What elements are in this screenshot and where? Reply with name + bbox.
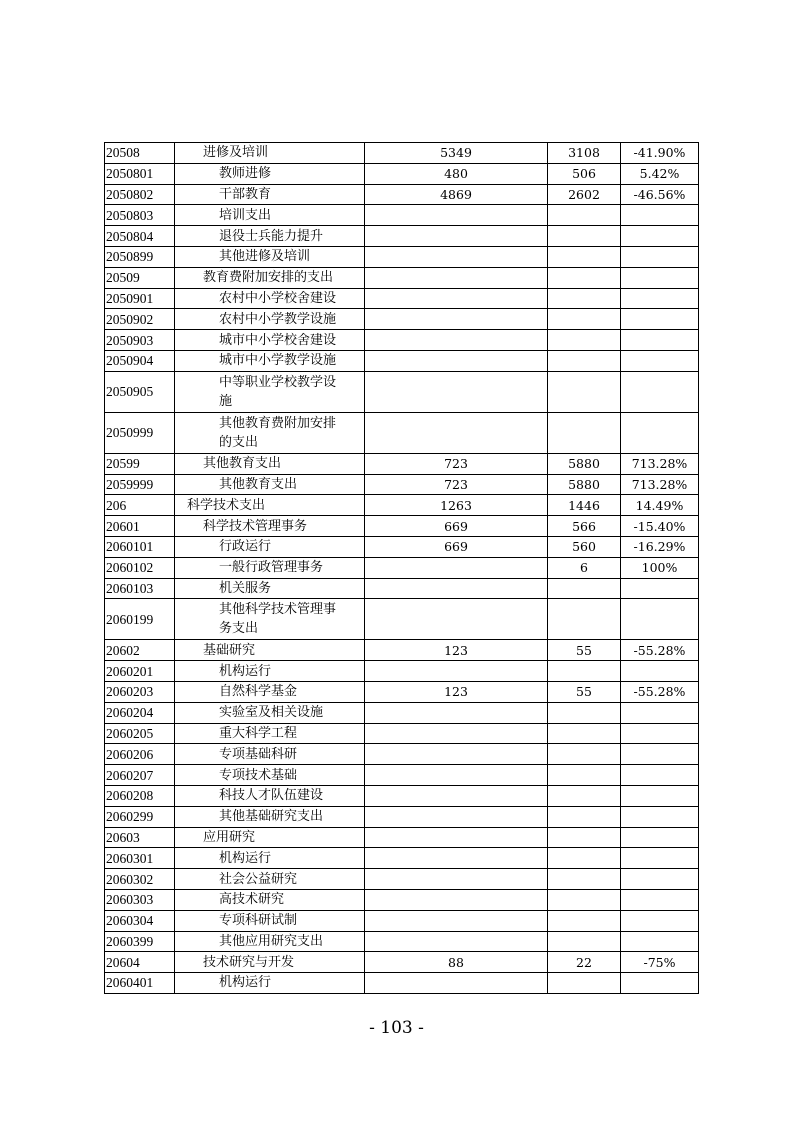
table-row <box>105 869 699 890</box>
subject-code-cell: 2060206 <box>105 744 175 765</box>
prior-amount-cell: 123 <box>365 681 548 702</box>
table-row <box>105 474 699 495</box>
subject-name-cell: 一般行政管理事务 <box>175 557 365 578</box>
current-amount-cell <box>548 785 621 806</box>
current-amount-cell: 566 <box>548 516 621 537</box>
current-amount-cell <box>548 599 621 640</box>
change-percent-cell: 100% <box>621 557 699 578</box>
change-percent-cell <box>621 246 699 267</box>
prior-amount-cell <box>365 350 548 371</box>
prior-amount-cell <box>365 288 548 309</box>
subject-code-cell: 20603 <box>105 827 175 848</box>
subject-name-cell: 专项技术基础 <box>175 765 365 786</box>
subject-name-cell: 基础研究 <box>175 640 365 661</box>
current-amount-cell <box>548 661 621 682</box>
table-row <box>105 557 699 578</box>
prior-amount-cell <box>365 785 548 806</box>
prior-amount-cell <box>365 744 548 765</box>
change-percent-cell <box>621 226 699 247</box>
subject-code-cell: 2060401 <box>105 973 175 994</box>
change-percent-cell: -41.90% <box>621 143 699 164</box>
current-amount-cell <box>548 806 621 827</box>
subject-code-cell: 2060102 <box>105 557 175 578</box>
table-row <box>105 184 699 205</box>
current-amount-cell: 22 <box>548 952 621 973</box>
prior-amount-cell <box>365 702 548 723</box>
subject-code-cell: 2050905 <box>105 371 175 412</box>
subject-name-cell: 专项科研试制 <box>175 910 365 931</box>
change-percent-cell <box>621 371 699 412</box>
subject-code-cell: 2050903 <box>105 330 175 351</box>
subject-name-cell: 其他教育支出 <box>175 474 365 495</box>
prior-amount-cell: 5349 <box>365 143 548 164</box>
subject-name-cell: 培训支出 <box>175 205 365 226</box>
subject-code-cell: 20602 <box>105 640 175 661</box>
subject-name-cell: 农村中小学校舍建设 <box>175 288 365 309</box>
subject-name-cell: 进修及培训 <box>175 143 365 164</box>
subject-code-cell: 2050804 <box>105 226 175 247</box>
change-percent-cell <box>621 931 699 952</box>
change-percent-cell <box>621 267 699 288</box>
current-amount-cell: 5880 <box>548 453 621 474</box>
prior-amount-cell <box>365 723 548 744</box>
prior-amount-cell: 88 <box>365 952 548 973</box>
change-percent-cell: 713.28% <box>621 474 699 495</box>
current-amount-cell <box>548 267 621 288</box>
subject-code-cell: 206 <box>105 495 175 516</box>
current-amount-cell: 3108 <box>548 143 621 164</box>
table-row <box>105 578 699 599</box>
change-percent-cell: -55.28% <box>621 681 699 702</box>
subject-code-cell: 2060103 <box>105 578 175 599</box>
subject-code-cell: 2060399 <box>105 931 175 952</box>
table-row <box>105 973 699 994</box>
subject-code-cell: 2060207 <box>105 765 175 786</box>
current-amount-cell <box>548 723 621 744</box>
prior-amount-cell <box>365 973 548 994</box>
current-amount-cell <box>548 226 621 247</box>
change-percent-cell <box>621 744 699 765</box>
subject-code-cell: 20509 <box>105 267 175 288</box>
subject-name-cell: 机构运行 <box>175 973 365 994</box>
change-percent-cell: 713.28% <box>621 453 699 474</box>
prior-amount-cell <box>365 599 548 640</box>
subject-name-cell: 其他教育支出 <box>175 453 365 474</box>
table-row <box>105 246 699 267</box>
table-row <box>105 143 699 164</box>
subject-code-cell: 2060302 <box>105 869 175 890</box>
subject-code-cell: 2050999 <box>105 412 175 453</box>
change-percent-cell <box>621 330 699 351</box>
subject-name-cell: 自然科学基金 <box>175 681 365 702</box>
table-row <box>105 640 699 661</box>
change-percent-cell <box>621 599 699 640</box>
subject-name-cell: 机构运行 <box>175 661 365 682</box>
table-row <box>105 412 699 453</box>
table-row <box>105 931 699 952</box>
subject-name-cell: 其他进修及培训 <box>175 246 365 267</box>
table-row <box>105 453 699 474</box>
prior-amount-cell: 4869 <box>365 184 548 205</box>
current-amount-cell: 55 <box>548 640 621 661</box>
current-amount-cell <box>548 765 621 786</box>
change-percent-cell <box>621 910 699 931</box>
prior-amount-cell: 1263 <box>365 495 548 516</box>
subject-name-cell: 机构运行 <box>175 848 365 869</box>
subject-name-cell: 重大科学工程 <box>175 723 365 744</box>
table-row <box>105 205 699 226</box>
table-row <box>105 702 699 723</box>
subject-name-cell: 教师进修 <box>175 163 365 184</box>
change-percent-cell <box>621 785 699 806</box>
subject-code-cell: 2050904 <box>105 350 175 371</box>
change-percent-cell: -75% <box>621 952 699 973</box>
table-row <box>105 681 699 702</box>
change-percent-cell <box>621 973 699 994</box>
current-amount-cell: 2602 <box>548 184 621 205</box>
prior-amount-cell: 723 <box>365 474 548 495</box>
prior-amount-cell: 669 <box>365 516 548 537</box>
subject-name-cell: 城市中小学教学设施 <box>175 350 365 371</box>
change-percent-cell: -16.29% <box>621 536 699 557</box>
subject-name-cell: 机关服务 <box>175 578 365 599</box>
current-amount-cell <box>548 246 621 267</box>
prior-amount-cell <box>365 226 548 247</box>
prior-amount-cell <box>365 371 548 412</box>
subject-code-cell: 2060208 <box>105 785 175 806</box>
current-amount-cell <box>548 973 621 994</box>
subject-code-cell: 2059999 <box>105 474 175 495</box>
prior-amount-cell: 669 <box>365 536 548 557</box>
table-row <box>105 288 699 309</box>
current-amount-cell: 560 <box>548 536 621 557</box>
change-percent-cell <box>621 288 699 309</box>
change-percent-cell <box>621 869 699 890</box>
prior-amount-cell: 123 <box>365 640 548 661</box>
prior-amount-cell <box>365 827 548 848</box>
change-percent-cell: -15.40% <box>621 516 699 537</box>
prior-amount-cell <box>365 931 548 952</box>
subject-name-cell: 技术研究与开发 <box>175 952 365 973</box>
table-row <box>105 952 699 973</box>
table-row <box>105 516 699 537</box>
table-row <box>105 330 699 351</box>
change-percent-cell <box>621 661 699 682</box>
table-row <box>105 827 699 848</box>
change-percent-cell <box>621 578 699 599</box>
current-amount-cell: 1446 <box>548 495 621 516</box>
current-amount-cell: 6 <box>548 557 621 578</box>
current-amount-cell <box>548 931 621 952</box>
change-percent-cell <box>621 205 699 226</box>
prior-amount-cell <box>365 557 548 578</box>
subject-code-cell: 2060201 <box>105 661 175 682</box>
page-number: - 103 - <box>369 1018 424 1038</box>
subject-name-cell: 中等职业学校教学设施 <box>175 371 365 412</box>
current-amount-cell: 55 <box>548 681 621 702</box>
table-row <box>105 536 699 557</box>
subject-code-cell: 2060299 <box>105 806 175 827</box>
table-row <box>105 765 699 786</box>
table-row <box>105 309 699 330</box>
current-amount-cell <box>548 848 621 869</box>
subject-name-cell: 科技人才队伍建设 <box>175 785 365 806</box>
subject-code-cell: 2060204 <box>105 702 175 723</box>
subject-name-cell: 科学技术管理事务 <box>175 516 365 537</box>
current-amount-cell <box>548 702 621 723</box>
subject-code-cell: 2060199 <box>105 599 175 640</box>
change-percent-cell <box>621 350 699 371</box>
table-row <box>105 350 699 371</box>
change-percent-cell <box>621 806 699 827</box>
prior-amount-cell <box>365 661 548 682</box>
subject-code-cell: 2060205 <box>105 723 175 744</box>
subject-code-cell: 2060101 <box>105 536 175 557</box>
subject-code-cell: 20508 <box>105 143 175 164</box>
current-amount-cell <box>548 744 621 765</box>
table-row <box>105 848 699 869</box>
table-row <box>105 910 699 931</box>
subject-name-cell: 科学技术支出 <box>175 495 365 516</box>
subject-name-cell: 其他科学技术管理事务支出 <box>175 599 365 640</box>
subject-name-cell: 退役士兵能力提升 <box>175 226 365 247</box>
table-row <box>105 785 699 806</box>
current-amount-cell <box>548 309 621 330</box>
subject-name-cell: 高技术研究 <box>175 889 365 910</box>
table-row <box>105 226 699 247</box>
prior-amount-cell <box>365 848 548 869</box>
subject-code-cell: 2050901 <box>105 288 175 309</box>
subject-code-cell: 2050899 <box>105 246 175 267</box>
change-percent-cell: -46.56% <box>621 184 699 205</box>
subject-code-cell: 2060301 <box>105 848 175 869</box>
change-percent-cell <box>621 702 699 723</box>
change-percent-cell: 5.42% <box>621 163 699 184</box>
table-row <box>105 723 699 744</box>
current-amount-cell: 506 <box>548 163 621 184</box>
subject-code-cell: 20604 <box>105 952 175 973</box>
prior-amount-cell <box>365 806 548 827</box>
budget-table-body <box>105 143 699 994</box>
current-amount-cell <box>548 869 621 890</box>
table-row <box>105 661 699 682</box>
change-percent-cell <box>621 889 699 910</box>
current-amount-cell <box>548 371 621 412</box>
current-amount-cell <box>548 827 621 848</box>
subject-name-cell: 社会公益研究 <box>175 869 365 890</box>
prior-amount-cell <box>365 205 548 226</box>
prior-amount-cell <box>365 889 548 910</box>
change-percent-cell <box>621 848 699 869</box>
prior-amount-cell <box>365 412 548 453</box>
change-percent-cell <box>621 723 699 744</box>
subject-name-cell: 行政运行 <box>175 536 365 557</box>
table-row <box>105 267 699 288</box>
subject-name-cell: 城市中小学校舍建设 <box>175 330 365 351</box>
table-row <box>105 495 699 516</box>
current-amount-cell <box>548 350 621 371</box>
change-percent-cell <box>621 412 699 453</box>
current-amount-cell <box>548 578 621 599</box>
current-amount-cell <box>548 288 621 309</box>
subject-name-cell: 干部教育 <box>175 184 365 205</box>
current-amount-cell <box>548 330 621 351</box>
current-amount-cell <box>548 889 621 910</box>
subject-code-cell: 2050803 <box>105 205 175 226</box>
table-row <box>105 744 699 765</box>
prior-amount-cell <box>365 267 548 288</box>
table-row <box>105 371 699 412</box>
current-amount-cell <box>548 910 621 931</box>
subject-code-cell: 2060203 <box>105 681 175 702</box>
subject-code-cell: 20601 <box>105 516 175 537</box>
prior-amount-cell <box>365 765 548 786</box>
current-amount-cell <box>548 205 621 226</box>
prior-amount-cell: 480 <box>365 163 548 184</box>
subject-code-cell: 2050801 <box>105 163 175 184</box>
subject-code-cell: 20599 <box>105 453 175 474</box>
subject-name-cell: 教育费附加安排的支出 <box>175 267 365 288</box>
budget-table <box>104 142 699 994</box>
table-row <box>105 889 699 910</box>
change-percent-cell: 14.49% <box>621 495 699 516</box>
subject-name-cell: 农村中小学教学设施 <box>175 309 365 330</box>
change-percent-cell <box>621 765 699 786</box>
subject-name-cell: 其他教育费附加安排的支出 <box>175 412 365 453</box>
prior-amount-cell <box>365 330 548 351</box>
subject-code-cell: 2060303 <box>105 889 175 910</box>
change-percent-cell <box>621 827 699 848</box>
current-amount-cell <box>548 412 621 453</box>
table-row <box>105 163 699 184</box>
current-amount-cell: 5880 <box>548 474 621 495</box>
prior-amount-cell <box>365 578 548 599</box>
prior-amount-cell <box>365 910 548 931</box>
subject-name-cell: 实验室及相关设施 <box>175 702 365 723</box>
table-row <box>105 599 699 640</box>
change-percent-cell: -55.28% <box>621 640 699 661</box>
prior-amount-cell <box>365 309 548 330</box>
subject-name-cell: 其他基础研究支出 <box>175 806 365 827</box>
subject-code-cell: 2050802 <box>105 184 175 205</box>
prior-amount-cell <box>365 246 548 267</box>
prior-amount-cell <box>365 869 548 890</box>
subject-code-cell: 2060304 <box>105 910 175 931</box>
prior-amount-cell: 723 <box>365 453 548 474</box>
subject-name-cell: 其他应用研究支出 <box>175 931 365 952</box>
subject-name-cell: 应用研究 <box>175 827 365 848</box>
subject-code-cell: 2050902 <box>105 309 175 330</box>
change-percent-cell <box>621 309 699 330</box>
subject-name-cell: 专项基础科研 <box>175 744 365 765</box>
table-row <box>105 806 699 827</box>
